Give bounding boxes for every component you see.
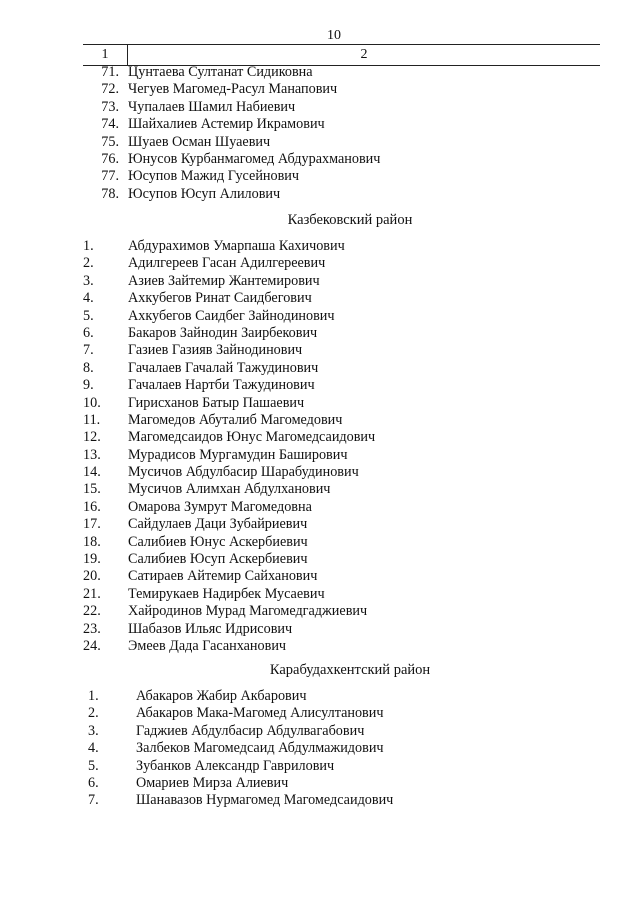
item-number: 16.: [83, 498, 101, 515]
item-number: 8.: [83, 359, 94, 376]
district-title-kazbekovsky: Казбековский район: [287, 212, 413, 228]
item-name: Бакаров Зайнодин Заирбекович: [128, 324, 318, 341]
list-item: [83, 499, 375, 516]
item-number: 9.: [83, 377, 94, 394]
item-name: Юнусов Курбанмагомед Абдурахманович: [128, 150, 381, 167]
item-number: 5.: [88, 757, 99, 774]
list-item: [83, 186, 380, 203]
item-number: 18.: [83, 533, 101, 550]
list-item: [88, 705, 393, 722]
list-item: [83, 290, 375, 307]
item-name: Зубанков Александр Гаврилович: [136, 757, 335, 774]
item-name: Омариев Мирза Алиевич: [136, 774, 289, 791]
column-header-1: 1: [83, 45, 128, 65]
item-number: 24.: [83, 637, 101, 654]
karabudakhkentsky-list: [88, 688, 393, 810]
item-number: 3.: [88, 722, 99, 739]
item-number: 21.: [83, 585, 101, 602]
item-name: Магомедсаидов Юнус Магомедсаидович: [128, 429, 376, 446]
item-number: 76.: [101, 150, 119, 167]
list-item: [83, 273, 375, 290]
item-name: Салибиев Юнус Аскербиевич: [128, 533, 308, 550]
list-item: [83, 151, 380, 168]
list-item: [88, 723, 393, 740]
item-number: 1.: [88, 688, 99, 704]
item-name: Абдурахимов Умарпаша Кахичович: [128, 238, 345, 254]
item-number: 7.: [88, 792, 99, 809]
list-item: [83, 168, 380, 185]
item-number: 12.: [83, 429, 101, 446]
item-number: 23.: [83, 620, 101, 637]
list-item: [88, 688, 393, 705]
item-name: Салибиев Юсуп Аскербиевич: [128, 551, 308, 568]
item-name: Гаджиев Абдулбасир Абдулвагабович: [136, 722, 365, 739]
list-item: [88, 775, 393, 792]
item-name: Ахкубегов Ринат Саидбегович: [128, 290, 312, 307]
item-number: 4.: [88, 740, 99, 757]
list-item: [83, 621, 375, 638]
kazbekovsky-list: [83, 238, 375, 655]
list-item: [83, 308, 375, 325]
list-item: [83, 447, 375, 464]
item-number: 17.: [83, 516, 101, 533]
item-number: 6.: [88, 774, 99, 791]
item-number: 2.: [83, 255, 94, 272]
list-item: [83, 81, 380, 98]
item-number: 14.: [83, 464, 101, 481]
item-number: 7.: [83, 342, 94, 359]
item-name: Азиев Зайтемир Жантемирович: [128, 272, 320, 289]
item-number: 73.: [101, 98, 119, 115]
list-item: [83, 255, 375, 272]
item-name: Темирукаев Надирбек Мусаевич: [128, 585, 325, 602]
list-item: [83, 551, 375, 568]
item-number: 10.: [83, 394, 101, 411]
item-name: Газиев Газияв Зайнодинович: [128, 342, 303, 359]
item-number: 6.: [83, 324, 94, 341]
page-number: 10: [327, 28, 341, 43]
item-number: 22.: [83, 603, 101, 620]
list-item: [83, 481, 375, 498]
list-item: [83, 342, 375, 359]
list-item: [83, 464, 375, 481]
list-item: [83, 395, 375, 412]
item-number: 77.: [101, 168, 119, 185]
item-name: Омарова Зумрут Магомедовна: [128, 498, 312, 515]
item-number: 74.: [101, 116, 119, 133]
item-name: Гирисханов Батыр Пашаевич: [128, 394, 305, 411]
item-name: Шабазов Ильяс Идрисович: [128, 620, 293, 637]
list-item: [88, 740, 393, 757]
list-item: [83, 638, 375, 655]
item-name: Хайродинов Мурад Магомедгаджиевич: [128, 603, 368, 620]
item-name: Юсупов Юсуп Алилович: [128, 185, 281, 202]
item-number: 3.: [83, 272, 94, 289]
item-number: 4.: [83, 290, 94, 307]
item-number: 71.: [101, 64, 119, 80]
item-name: Мурадисов Мургамудин Баширович: [128, 446, 348, 463]
list-item: [83, 377, 375, 394]
item-number: 11.: [83, 411, 101, 428]
item-number: 15.: [83, 481, 101, 498]
list-item: [83, 412, 375, 429]
item-name: Цунтаева Султанат Сидиковна: [128, 64, 313, 80]
item-number: 19.: [83, 551, 101, 568]
district-title-karabudakhkentsky: Карабудахкентский район: [269, 662, 431, 678]
item-name: Сайдулаев Даци Зубайриевич: [128, 516, 308, 533]
item-name: Магомедов Абуталиб Магомедович: [128, 411, 343, 428]
item-name: Гачалаев Гачалай Тажудинович: [128, 359, 319, 376]
list-item: [83, 603, 375, 620]
column-header-2: 2: [360, 47, 368, 62]
item-name: Ахкубегов Саидбег Зайнодинович: [128, 307, 335, 324]
item-name: Абакаров Жабир Акбарович: [136, 688, 307, 704]
column-header-row: [83, 44, 600, 66]
list-item: [83, 360, 375, 377]
list-item: [83, 99, 380, 116]
list-item: [83, 586, 375, 603]
list-item: [83, 516, 375, 533]
item-number: 5.: [83, 307, 94, 324]
item-name: Абакаров Мака-Магомед Алисултанович: [136, 705, 384, 722]
item-number: 13.: [83, 446, 101, 463]
item-name: Шайхалиев Астемир Икрамович: [128, 116, 325, 133]
item-name: Гачалаев Нартби Тажудинович: [128, 377, 315, 394]
item-name: Шуаев Осман Шуаевич: [128, 133, 271, 150]
item-name: Сатираев Айтемир Сайханович: [128, 568, 318, 585]
list-item: [88, 792, 393, 809]
item-name: Адилгереев Гасан Адилгереевич: [128, 255, 326, 272]
continued-list: [83, 64, 380, 203]
list-item: [83, 116, 380, 133]
item-name: Шанавазов Нурмагомед Магомедсаидович: [136, 792, 394, 809]
item-name: Чегуев Магомед-Расул Манапович: [128, 81, 338, 98]
list-item: [83, 64, 380, 81]
list-item: [83, 429, 375, 446]
item-name: Залбеков Магомедсаид Абдулмажидович: [136, 740, 384, 757]
item-number: 1.: [83, 238, 94, 254]
list-item: [83, 568, 375, 585]
list-item: [88, 758, 393, 775]
list-item: [83, 534, 375, 551]
item-name: Юсупов Мажид Гусейнович: [128, 168, 300, 185]
item-number: 78.: [101, 185, 119, 202]
item-name: Мусичов Алимхан Абдулханович: [128, 481, 331, 498]
item-name: Чупалаев Шамил Набиевич: [128, 98, 296, 115]
item-number: 75.: [101, 133, 119, 150]
item-name: Эмеев Дада Гасанханович: [128, 637, 287, 654]
list-item: [83, 325, 375, 342]
item-number: 2.: [88, 705, 99, 722]
list-item: [83, 134, 380, 151]
item-number: 20.: [83, 568, 101, 585]
item-name: Мусичов Абдулбасир Шарабудинович: [128, 464, 359, 481]
list-item: [83, 238, 375, 255]
item-number: 72.: [101, 81, 119, 98]
